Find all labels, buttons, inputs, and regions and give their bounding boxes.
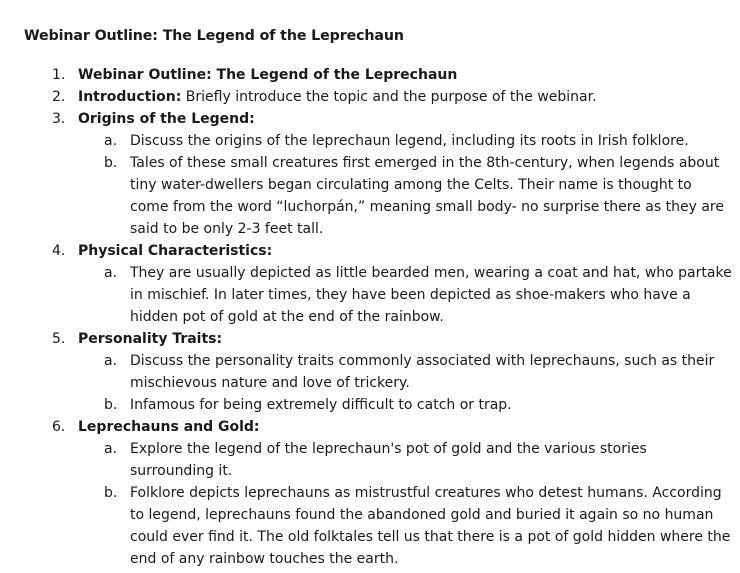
item-heading: Origins of the Legend:: [78, 111, 255, 127]
subitem-line: come from the word “luchorpán,” meaning small body- no surprise there as they are: [130, 199, 724, 215]
outline-item-4: [0, 240, 740, 262]
outline-item-3: [0, 108, 740, 130]
item-heading: Introduction:: [78, 89, 182, 105]
subitem-line: tiny water-dwellers began circulating among the Celts. Their name is thought to: [130, 177, 692, 193]
subitem-line: mischievous nature and love of trickery.: [130, 375, 410, 391]
subitem-4a: [0, 262, 740, 328]
subitem-line: Tales of these small creatures first emerged in the 8th-century, when legends about: [130, 155, 720, 171]
subitem-line: They are usually depicted as little bearded men, wearing a coat and hat, who partake: [130, 265, 732, 281]
item-number: 2.: [52, 89, 66, 105]
subitem-line: Explore the legend of the leprechaun's pot of gold and the various stories: [130, 441, 647, 457]
subitem-letter: a.: [104, 133, 118, 149]
outline-item-5: [0, 328, 740, 350]
outline-item-1: [0, 64, 740, 86]
subitem-line: could ever find it. The old folktales tell us that there is a pot of gold hidden where the: [130, 529, 731, 545]
item-number: 1.: [52, 67, 66, 83]
outline-item-2: [0, 86, 740, 108]
document-title: Webinar Outline: The Legend of the Leprechaun: [24, 28, 404, 44]
subitem-line: end of any rainbow touches the earth.: [130, 551, 399, 567]
subitem-line: Infamous for being extremely difficult to catch or trap.: [130, 397, 512, 413]
item-text: Briefly introduce the topic and the purpose of the webinar.: [181, 89, 597, 105]
outline-item-6: [0, 416, 740, 438]
item-heading: Webinar Outline: The Legend of the Leprechaun: [78, 67, 458, 83]
subitem-letter: b.: [104, 397, 118, 413]
subitem-line: surrounding it.: [130, 463, 233, 479]
subitem-6a: [0, 438, 740, 482]
subitem-3a: [0, 130, 740, 152]
subitem-line: to legend, leprechauns found the abandoned gold and buried it again so no human: [130, 507, 714, 523]
subitem-5b: [0, 394, 740, 416]
item-number: 4.: [52, 243, 66, 259]
subitem-letter: b.: [104, 485, 118, 501]
subitem-line: Folklore depicts leprechauns as mistrustful creatures who detest humans. According: [130, 485, 722, 501]
subitem-letter: a.: [104, 441, 118, 457]
item-number: 3.: [52, 111, 66, 127]
item-heading: Leprechauns and Gold:: [78, 419, 260, 435]
subitem-line: in mischief. In later times, they have been depicted as shoe-makers who have a: [130, 287, 691, 303]
item-number: 5.: [52, 331, 66, 347]
item-heading: Physical Characteristics:: [78, 243, 273, 259]
subitem-letter: a.: [104, 353, 118, 369]
subitem-letter: b.: [104, 155, 118, 171]
subitem-3b: [0, 152, 740, 240]
item-heading: Personality Traits:: [78, 331, 223, 347]
subitem-line: Discuss the personality traits commonly associated with leprechauns, such as their: [130, 353, 715, 369]
subitem-letter: a.: [104, 265, 118, 281]
subitem-line: said to be only 2-3 feet tall.: [130, 221, 324, 237]
subitem-line: Discuss the origins of the leprechaun legend, including its roots in Irish folklore.: [130, 133, 689, 149]
item-number: 6.: [52, 419, 66, 435]
webinar-outline-list: [0, 64, 740, 570]
subitem-6b: [0, 482, 740, 570]
subitem-5a: [0, 350, 740, 394]
subitem-line: hidden pot of gold at the end of the rainbow.: [130, 309, 444, 325]
